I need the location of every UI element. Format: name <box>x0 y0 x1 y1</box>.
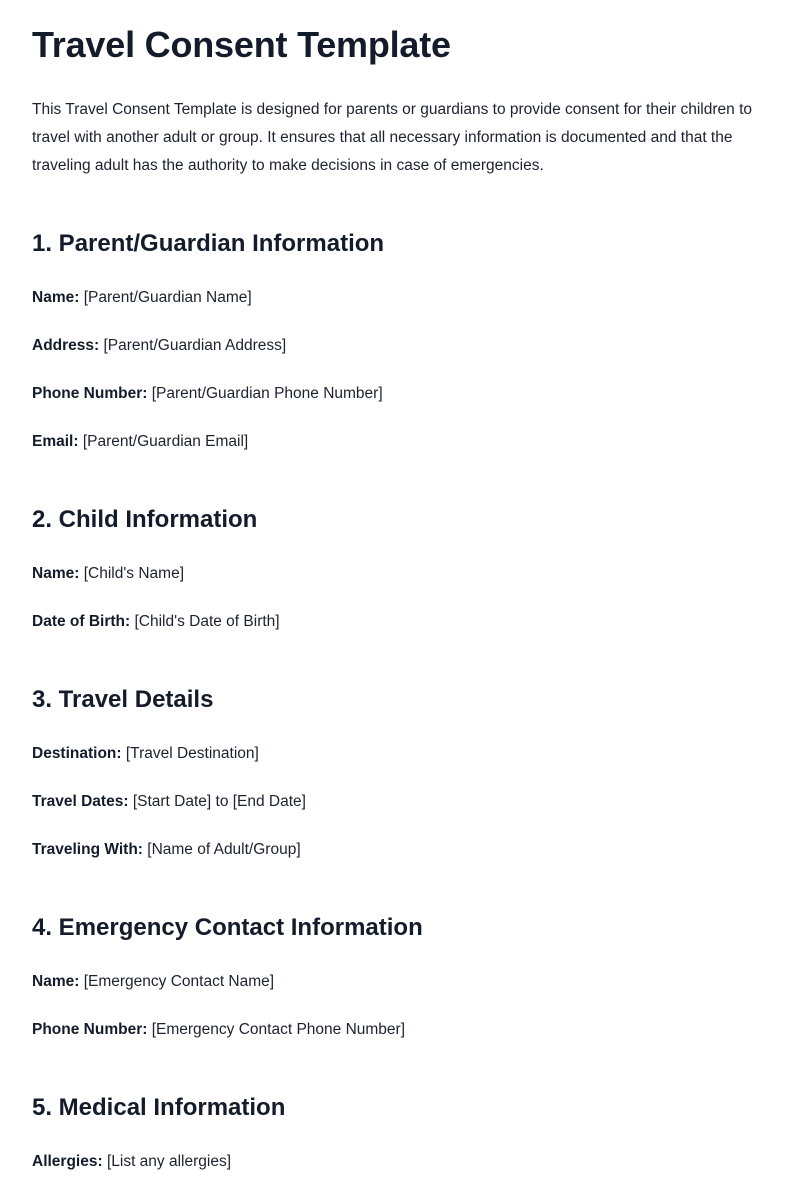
field-value: [Name of Adult/Group] <box>147 841 301 858</box>
section-heading-travel-details: 3. Travel Details <box>32 686 214 713</box>
section-heading-medical: 5. Medical Information <box>32 1094 286 1121</box>
field-label: Allergies: <box>32 1153 103 1170</box>
field-parent-name <box>32 286 252 310</box>
field-value: [Emergency Contact Name] <box>83 973 275 990</box>
section-heading-emergency-contact: 4. Emergency Contact Information <box>32 914 423 941</box>
field-label: Date of Birth: <box>32 613 131 630</box>
field-traveling-with <box>32 838 301 862</box>
field-destination <box>32 742 259 766</box>
field-value: [Parent/Guardian Email] <box>82 433 249 450</box>
field-label: Phone Number: <box>32 385 148 402</box>
field-allergies <box>32 1150 231 1174</box>
field-label: Phone Number: <box>32 1021 148 1038</box>
field-label: Travel Dates: <box>32 793 129 810</box>
section-heading-child: 2. Child Information <box>32 506 258 533</box>
field-value: [Child's Name] <box>83 565 184 582</box>
field-value: [Child's Date of Birth] <box>134 613 280 630</box>
field-label: Name: <box>32 973 80 990</box>
field-value: [Emergency Contact Phone Number] <box>151 1021 406 1038</box>
field-emergency-phone <box>32 1018 405 1042</box>
field-value: [Parent/Guardian Name] <box>83 289 252 306</box>
field-parent-phone <box>32 382 383 406</box>
field-label: Address: <box>32 337 100 354</box>
field-parent-email <box>32 430 248 454</box>
field-value: [Parent/Guardian Address] <box>103 337 287 354</box>
field-child-name <box>32 562 184 586</box>
field-label: Name: <box>32 565 80 582</box>
field-value: [Start Date] to [End Date] <box>132 793 306 810</box>
intro-paragraph: This Travel Consent Template is designed for parents or guardians to provide consent for their children to travel with another adult or group. It ensures that all necessary information is documented and that the traveling adult has the authority to make decisions in case of emergencies. <box>32 101 752 174</box>
field-travel-dates <box>32 790 306 814</box>
field-value: [List any allergies] <box>106 1153 232 1170</box>
field-label: Traveling With: <box>32 841 143 858</box>
field-value: [Travel Destination] <box>125 745 259 762</box>
field-label: Email: <box>32 433 79 450</box>
document-title: Travel Consent Template <box>32 24 451 65</box>
field-parent-address <box>32 334 286 358</box>
field-child-dob <box>32 610 280 634</box>
field-label: Name: <box>32 289 80 306</box>
field-label: Destination: <box>32 745 122 762</box>
section-heading-parent-guardian: 1. Parent/Guardian Information <box>32 230 385 257</box>
field-emergency-name <box>32 970 274 994</box>
field-value: [Parent/Guardian Phone Number] <box>151 385 383 402</box>
